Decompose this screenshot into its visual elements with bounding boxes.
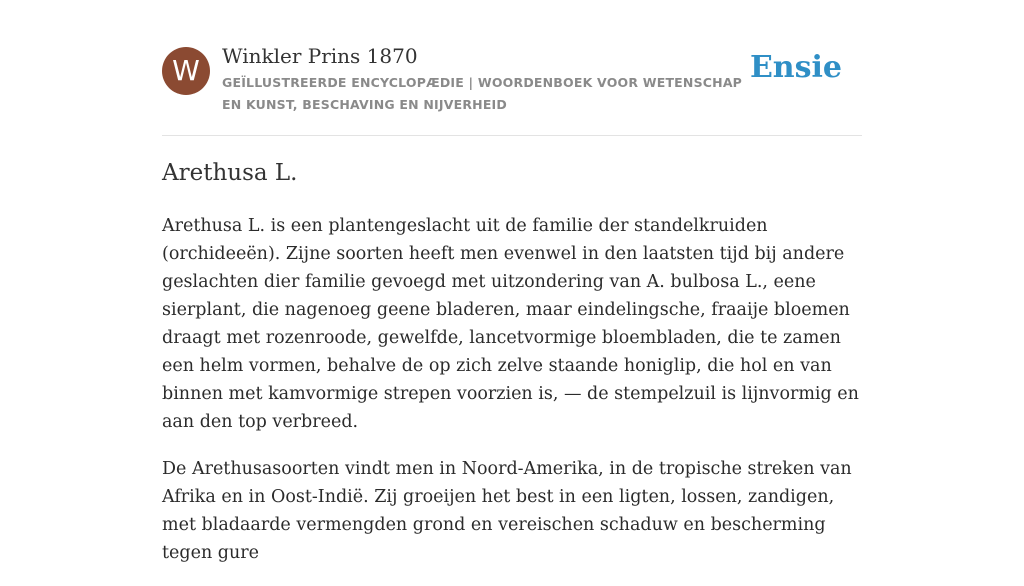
article-title: Arethusa L. <box>162 160 298 186</box>
article-page <box>162 0 862 563</box>
article-body <box>162 212 862 586</box>
ensie-logo-link[interactable]: Ensie <box>749 50 842 85</box>
source-header <box>162 0 862 136</box>
article-paragraph: Arethusa L. is een plantengeslacht uit de familie der standelkruiden (orchideeën). Zijne soorten heeft men evenwel in den laatsten tijd bij andere geslachten dier familie gevoegd met uitzondering van A. bulbosa L., eene sierplant, die nagenoeg geene bladeren, maar eindelingsche, fraaije bloemen draagt met rozenroode, gewelfde, lancetvormige bloembladen, die te zamen een helm vormen, behalve de op zich zelve staande honiglip, die hol en van binnen met kamvormige strepen voorzien is, — de stempelzuil is lijnvormig en aan den top verbreed. <box>162 216 859 432</box>
article-paragraph: De Arethusasoorten vindt men in Noord-Amerika, in de tropische streken van Afrika en in Oost-Indië. Zij groeijen het best in een ligten, lossen, zandigen, met bladaarde vermengden grond en vereischen schaduw en bescherming tegen gure <box>162 459 852 563</box>
source-subtitle: GEÏLLUSTREERDE ENCYCLOPÆDIE | WOORDENBOEK VOOR WETENSCHAP EN KUNST, BESCHAVING EN NIJVERHEID <box>222 75 743 112</box>
source-title[interactable]: Winkler Prins 1870 <box>222 44 418 68</box>
source-avatar[interactable]: W <box>162 47 210 95</box>
